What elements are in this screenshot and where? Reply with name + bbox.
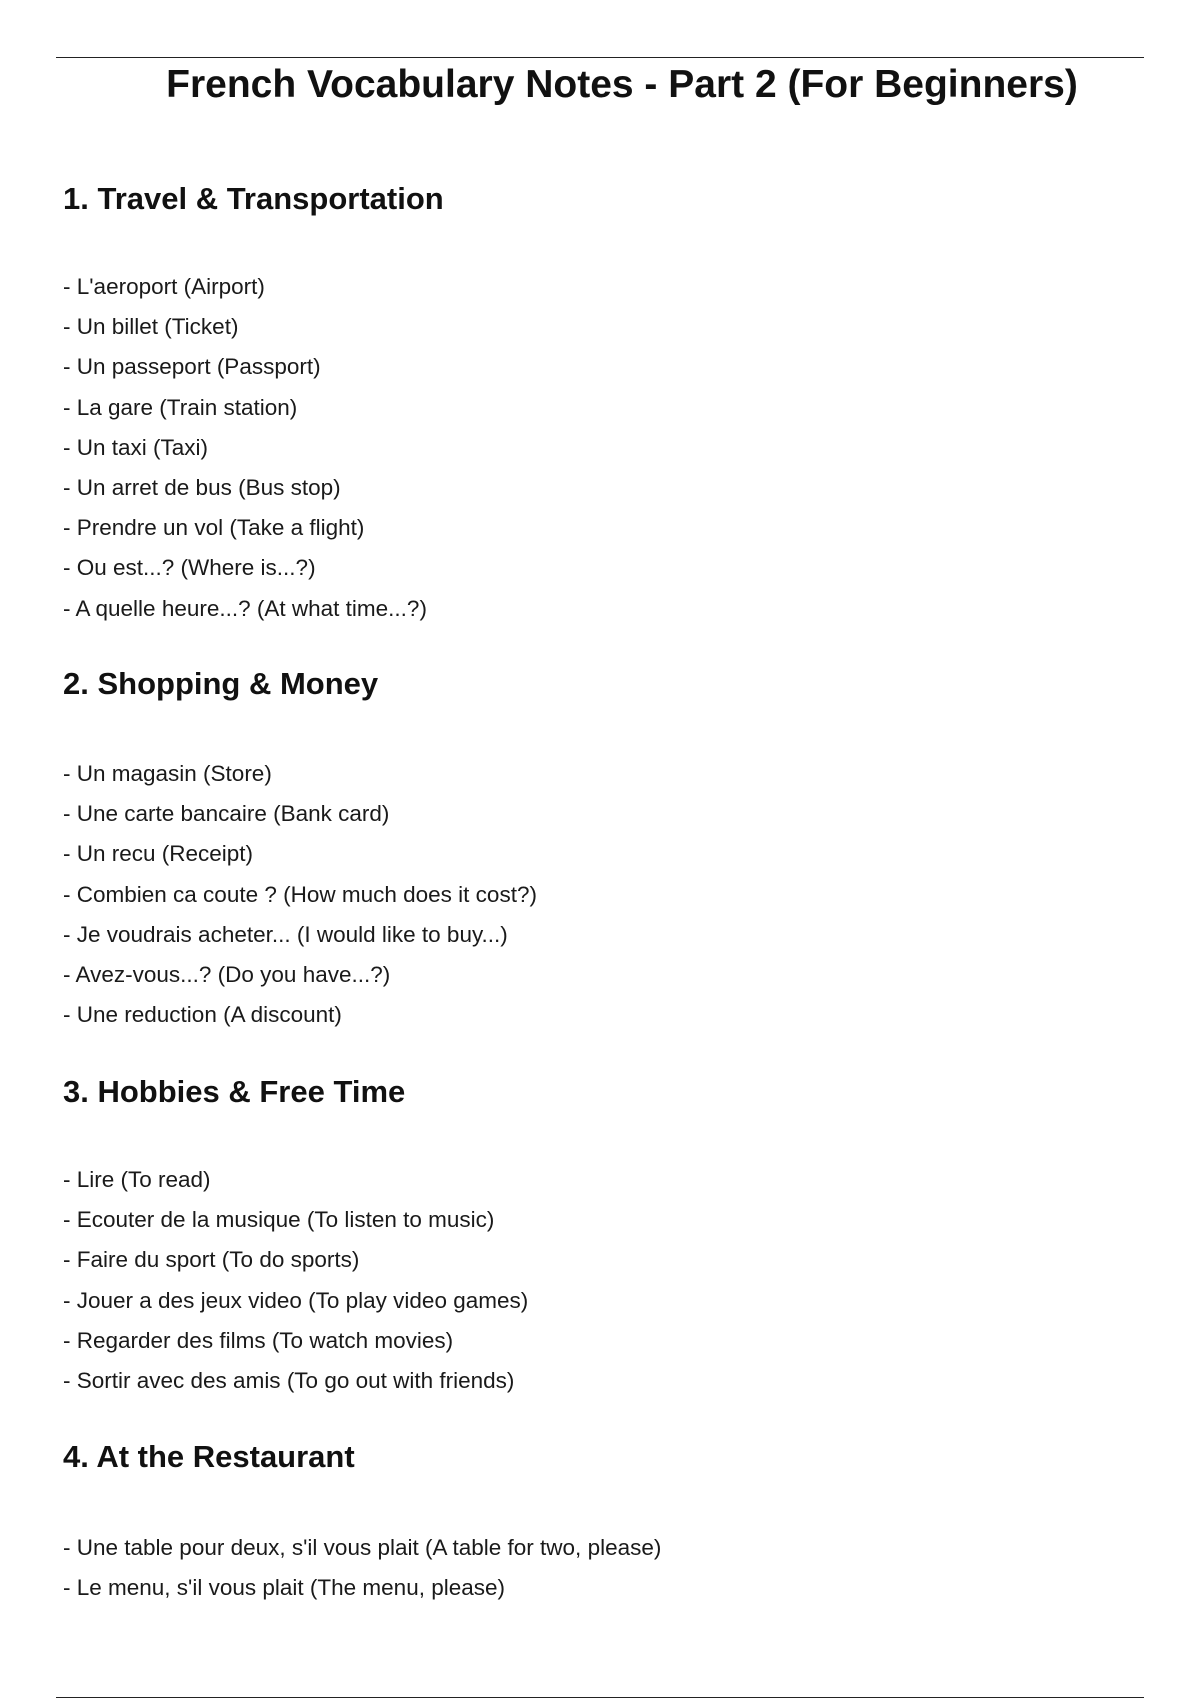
vocab-item: - A quelle heure...? (At what time...?) [63, 595, 427, 621]
vocab-item: - Faire du sport (To do sports) [63, 1247, 360, 1273]
vocab-item: - L'aeroport (Airport) [63, 274, 265, 299]
vocab-item: - Jouer a des jeux video (To play video games) [63, 1287, 529, 1313]
vocab-item: - Ou est...? (Where is...?) [63, 555, 316, 581]
vocab-item: - Prendre un vol (Take a flight) [63, 515, 365, 541]
section-heading: 4. At the Restaurant [63, 1439, 355, 1474]
document-title: French Vocabulary Notes - Part 2 (For Beginners) [166, 63, 1078, 106]
vocab-item: - Le menu, s'il vous plait (The menu, please) [63, 1575, 506, 1601]
section-heading: 1. Travel & Transportation [63, 181, 444, 216]
vocab-list [63, 1160, 1144, 1401]
section-travel [63, 179, 1144, 629]
vocab-item: - Sortir avec des amis (To go out with friends) [63, 1368, 515, 1394]
vocab-item: - Regarder des films (To watch movies) [63, 1327, 454, 1353]
vocab-item: - Un passeport (Passport) [63, 354, 321, 380]
vocab-item: - Un magasin (Store) [63, 761, 272, 786]
vocab-item: - Combien ca coute ? (How much does it cost?) [63, 881, 537, 907]
vocab-list [63, 1528, 1144, 1608]
vocab-list [63, 754, 1144, 1035]
vocab-item: - Un billet (Ticket) [63, 314, 239, 340]
section-heading: 2. Shopping & Money [63, 666, 379, 701]
vocab-item: - Un recu (Receipt) [63, 841, 254, 867]
vocab-item: - Une table pour deux, s'il vous plait (A table for two, please) [63, 1535, 662, 1560]
section-hobbies [63, 1072, 1144, 1401]
vocab-item: - Avez-vous...? (Do you have...?) [63, 962, 391, 988]
top-rule [56, 57, 1144, 58]
vocab-item: - Lire (To read) [63, 1167, 211, 1192]
section-heading: 3. Hobbies & Free Time [63, 1074, 406, 1109]
section-shopping [63, 664, 1144, 1035]
vocab-item: - Un arret de bus (Bus stop) [63, 475, 341, 501]
vocab-list [63, 267, 1144, 629]
vocab-item: - Ecouter de la musique (To listen to music) [63, 1207, 495, 1233]
vocab-item: - Une reduction (A discount) [63, 1002, 342, 1028]
vocab-item: - Un taxi (Taxi) [63, 434, 209, 460]
bottom-rule [56, 1697, 1144, 1698]
vocab-item: - Une carte bancaire (Bank card) [63, 801, 390, 827]
section-restaurant [63, 1437, 1144, 1608]
vocab-item: - La gare (Train station) [63, 394, 298, 420]
vocab-item: - Je voudrais acheter... (I would like to buy...) [63, 921, 508, 947]
